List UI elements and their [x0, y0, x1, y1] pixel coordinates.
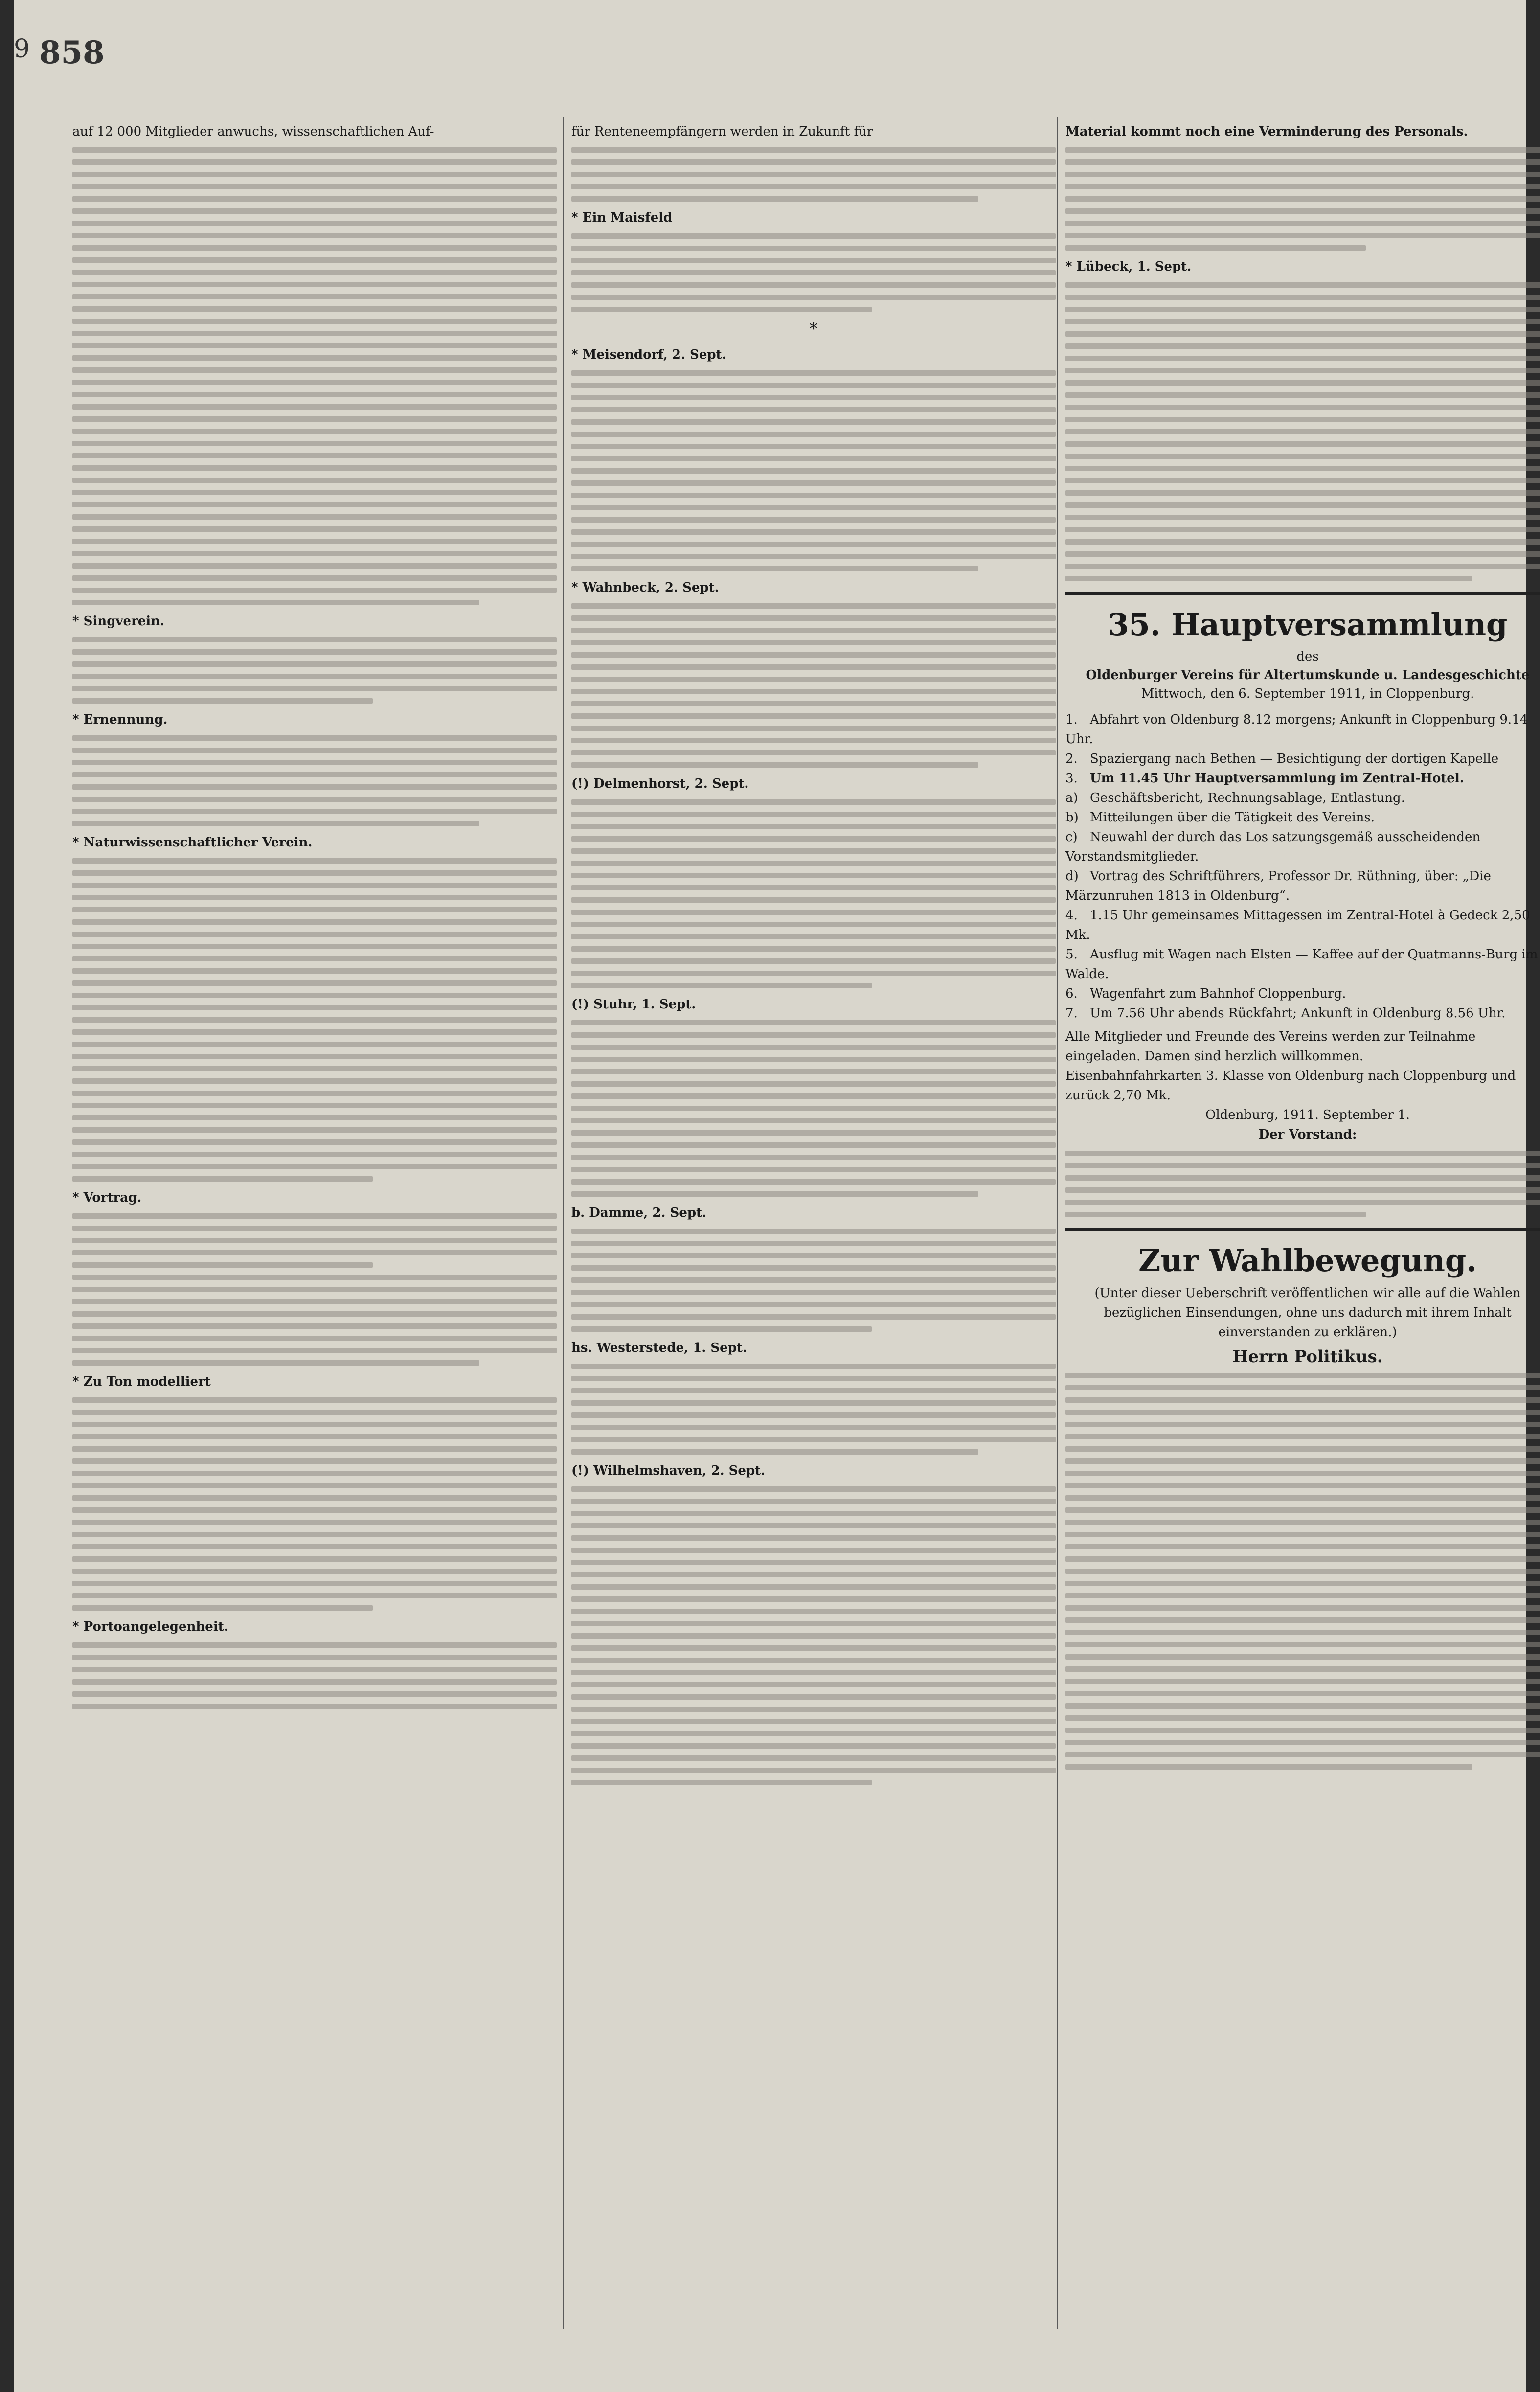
unreadable-paragraph — [1065, 282, 1540, 581]
unreadable-paragraph — [1065, 147, 1540, 251]
section-divider: * — [809, 319, 818, 339]
edge-mark: 9 — [14, 34, 30, 64]
unreadable-paragraph — [72, 858, 557, 1182]
section-head: (!) Stuhr, 1. Sept. — [571, 997, 696, 1012]
unreadable-paragraph — [1065, 1373, 1540, 1770]
unreadable-paragraph — [571, 1020, 1056, 1197]
program-item: a) Geschäftsbericht, Rechnungsablage, Entlastung. — [1065, 791, 1405, 805]
unreadable-paragraph — [571, 1229, 1056, 1332]
unreadable-paragraph — [72, 735, 557, 826]
assembly-date: Oldenburg, 1911. September 1. — [1205, 1108, 1410, 1122]
section-head: * Vortrag. — [72, 1190, 142, 1205]
program-list — [1065, 710, 1540, 1023]
program-item: 2. Spaziergang nach Bethen — Besichtigung der dortigen Kapelle — [1065, 752, 1499, 766]
program-item: d) Vortrag des Schriftführers, Professor Dr. Rüthning, über: „Die Märzunruhen 1813 in Oldenburg“. — [1065, 869, 1491, 903]
section-head: * Portoangelegenheit. — [72, 1619, 228, 1634]
unreadable-paragraph — [72, 1213, 557, 1268]
assembly-line: Mittwoch, den 6. September 1911, in Cloppenburg. — [1141, 686, 1474, 701]
assembly-line: des — [1296, 649, 1319, 664]
program-item: 3. Um 11.45 Uhr Hauptversammlung im Zentral-Hotel. — [1065, 771, 1464, 786]
column-rule — [563, 117, 564, 2329]
column-2 — [571, 122, 1056, 1792]
wahl-note: (Unter dieser Ueberschrift veröffentlichen wir alle auf die Wahlen bezüglichen Einsendungen, ohne uns dadurch mit ihrem Inhalt einverstanden zu erklären.) — [1094, 1286, 1521, 1340]
column-lead: Material kommt noch eine Verminderung des Personals. — [1065, 124, 1468, 139]
column-lead: für Renteneempfängern werden in Zukunft für — [571, 124, 873, 139]
section-head: (!) Wilhelmshaven, 2. Sept. — [571, 1463, 766, 1478]
section-head: b. Damme, 2. Sept. — [571, 1206, 707, 1220]
program-item: 6. Wagenfahrt zum Bahnhof Cloppenburg. — [1065, 986, 1346, 1001]
program-item: c) Neuwahl der durch das Los satzungsgemäß ausscheidenden Vorstandsmitglieder. — [1065, 830, 1481, 864]
section-head: * Wahnbeck, 2. Sept. — [571, 580, 719, 595]
unreadable-paragraph — [72, 147, 557, 605]
section-head: * Lübeck, 1. Sept. — [1065, 259, 1192, 274]
assembly-tickets: Eisenbahnfahrkarten 3. Klasse von Oldenburg nach Cloppenburg und zurück 2,70 Mk. — [1065, 1069, 1516, 1103]
assembly-line: Oldenburger Vereins für Altertumskunde u. Landesgeschichte — [1086, 668, 1530, 683]
newspaper-page — [14, 0, 1538, 2392]
program-item: 4. 1.15 Uhr gemeinsames Mittagessen im Zentral-Hotel à Gedeck 2,50 Mk. — [1065, 908, 1530, 942]
program-item: 5. Ausflug mit Wagen nach Elsten — Kaffee auf der Quatmanns-Burg im Walde. — [1065, 947, 1538, 981]
section-head: * Naturwissenschaftlicher Verein. — [72, 835, 313, 850]
column-rule — [1057, 117, 1058, 2329]
unreadable-paragraph — [72, 1642, 557, 1709]
board-label: Der Vorstand: — [1258, 1127, 1357, 1142]
unreadable-paragraph — [571, 147, 1056, 202]
unreadable-paragraph — [571, 799, 1056, 988]
unreadable-paragraph — [571, 1364, 1056, 1455]
program-item: 1. Abfahrt von Oldenburg 8.12 morgens; Ankunft in Cloppenburg 9.14 Uhr. — [1065, 712, 1528, 747]
assembly-heading: 35. Hauptversammlung — [1108, 607, 1508, 642]
program-item: b) Mitteilungen über die Tätigkeit des Vereins. — [1065, 810, 1375, 825]
unreadable-paragraph — [72, 1275, 557, 1366]
unreadable-paragraph — [72, 1397, 557, 1611]
section-rule — [1065, 592, 1540, 595]
unreadable-paragraph — [571, 370, 1056, 571]
section-head: hs. Westerstede, 1. Sept. — [571, 1341, 747, 1355]
unreadable-paragraph — [72, 637, 557, 704]
unreadable-paragraph — [571, 603, 1056, 768]
section-head: * Meisendorf, 2. Sept. — [571, 347, 726, 362]
unreadable-paragraph — [571, 233, 1056, 312]
page-number: 858 — [39, 34, 105, 71]
wahl-subheading: Herrn Politikus. — [1232, 1347, 1383, 1367]
unreadable-paragraph — [1065, 1151, 1540, 1217]
section-head: * Zu Ton modelliert — [72, 1374, 211, 1389]
section-rule — [1065, 1228, 1540, 1231]
unreadable-paragraph — [571, 1486, 1056, 1785]
wahl-heading: Zur Wahlbewegung. — [1138, 1243, 1477, 1278]
column-1 — [72, 122, 557, 1716]
column-3 — [1065, 122, 1540, 1777]
section-head: * Ein Maisfeld — [571, 210, 673, 225]
section-head: * Ernennung. — [72, 712, 168, 727]
section-head: * Singverein. — [72, 614, 165, 629]
section-head: (!) Delmenhorst, 2. Sept. — [571, 776, 749, 791]
program-item: 7. Um 7.56 Uhr abends Rückfahrt; Ankunft in Oldenburg 8.56 Uhr. — [1065, 1006, 1506, 1021]
column-lead: auf 12 000 Mitglieder anwuchs, wissenschaftlichen Auf- — [72, 124, 434, 139]
assembly-invite: Alle Mitglieder und Freunde des Vereins werden zur Teilnahme eingeladen. Damen sind herzlich willkommen. — [1065, 1029, 1476, 1064]
